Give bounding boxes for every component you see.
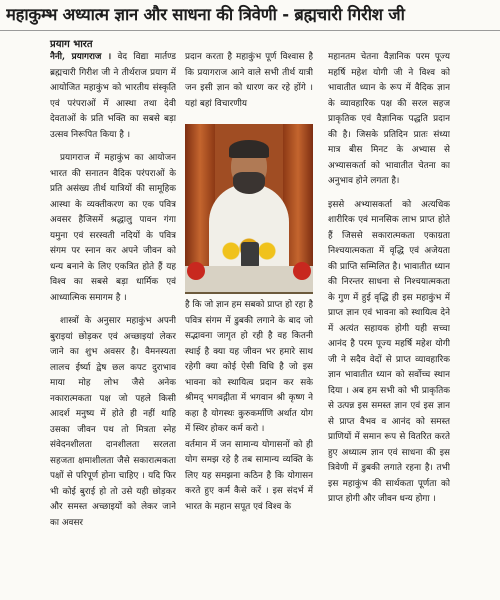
paragraph-col3-1: महानतम चेतना वैज्ञानिक परम पूज्य महर्षि महेश योगी जी ने विश्व को भावातीत ध्यान के रूप में वैदिक ज्ञान के व्यावहारिक पक्ष की सरल सहज प्राकृतिक एवं वैज्ञानिक पद्धति प्रदान की है। जिसके प्रतिदिन प्रातः संध्या मात्र बीस मिनट के अभ्यास से अभ्यासकर्ता को भावातीत चेतना का अनुभाव होने लगता है।: [328, 52, 450, 186]
flower-left: [187, 262, 205, 280]
speaker-photo: [185, 124, 313, 294]
paragraph-col3-2: इससे अभ्यासकर्ता को अत्यधिक शारीरिक एवं मानसिक लाभ प्राप्त होते हैं जिससे सकारात्मकता एकाग्रता निश्चयात्मकता में वृद्धि एवं अजेयता की प्राप्ति सम्मिलित है। भावातीत ध्यान की निरन्तर साधना से निश्चयात्मकता के गुण में हुई वृद्धि ही इस महाकुंभ में प्राप्त ज्ञान एवं भावना को स्थायित्व देने में अत्यंत सहायक होगी यही सच्चा आनंद है परम पूज्य महर्षि महेश योगी जी ने सदैव वेदों से प्राप्त व्यावहारिक ज्ञान भावातीत ध्यान को सर्वोच्च स्थान दिया । अब हम सभी को भी प्राकृतिक से उत्पन्न इस समस्त ज्ञान एवं इस ज्ञान से प्राप्त वैभव व आनंद को समस्त प्राणियों में समान रूप से वितरित करते हुए अध्यात्म ज्ञान एवं साधना की इस त्रिवेणी में डुबकी लगाते रहना है। तभी इस महाकुंभ की सार्थकता पूर्णता को प्राप्त होगी और जीवन धन्य होगा ।: [328, 199, 450, 504]
flower-right: [293, 262, 311, 280]
paragraph-col2-bottom: है कि जो ज्ञान हम सबको प्राप्त हो रहा है पवित्र संगम में डुबकी लगाने के बाद जो सद्भावना जागृत हो रही है वह कितनी स्थाई है क्या यह जीवन भर हमारे साथ रहेगी क्या कोई ऐसी विधि है जो इस भावना को स्थायित्व प्रदान कर सके श्रीमद् भगवद्गीता में भगवान श्री कृष्ण ने कहा है योगस्थः कुरुकर्माणि अर्थात योग में स्थिर होकर कर्म करो । वर्तमान में जन सामान्य योगासनों को ही योग समझ रहे है तब सामान्य व्यक्ति के लिए यह समझना कठिन है कि योगासन करते हुए कर्म कैसे करें । इस संदर्भ में भारत के महान सपूत एवं विश्व के: [185, 300, 313, 512]
headline: महाकुम्भ अध्यात्म ज्ञान और साधना की त्रिवेणी - ब्रह्मचारी गिरीश जी: [6, 5, 405, 24]
column-1: [50, 50, 176, 598]
paragraph-col2-top: प्रदान करता है महाकुंभ पूर्ण विश्वास है कि प्रयागराज आने वाले सभी तीर्थ यात्री जन इसी ज्ञान को धारण कर रहे होंगे । यहां बहां विचारणीय: [185, 52, 313, 109]
source-label: प्रयाग भारत: [50, 39, 93, 50]
headline-rule: [0, 30, 500, 31]
column-2-top: [185, 50, 313, 120]
speaker-beard: [233, 172, 265, 194]
column-2-bottom: [185, 298, 313, 598]
paragraph-3: शास्त्रों के अनुसार महाकुंभ अपनी बुराइयां छोड़कर एवं अच्छाइयां लेकर जाने का शुभ अवसर है। वैमनस्यता लालच ईर्ष्या द्वेष छल कपट दुराभाव माया मोह लोभ जैसे अनेक नकारात्मकता पक्ष जो पहले किसी आदर्श मनुष्य में होते ही नहीं थाहि उसका जीवन पथ तो मित्रता स्नेह संवेदनशीलता दानशीलता सरलता सहजता क्षमाशीलता जैसे सकारात्मकता पक्षों से परिपूर्ण होना चाहिए । यदि फिर भी कोई बुराई हो तो उसे यही छोड़कर और समस्त अच्छाइयों को लेकर जाने का अवसर: [50, 316, 176, 528]
microphone: [241, 242, 259, 268]
paragraph-2: प्रयागराज में महाकुंभ का आयोजन भारत की सनातन वैदिक परंपराओं के प्रति असंख्य तीर्थ यात्रियों की सामूहिक आस्था के व्यक्तीकरण का एक पवित्र अवसर हैजिसमें श्रद्धालु पावन गंगा यमुना एवं सरस्वती नदियों के पवित्र संगम पर स्नान कर अपने जीवन को धन्य बनाने के लिए एकत्रित होते हैं यह विश्व का सबसे बड़ा धार्मिक एवं आध्यात्मिक समागम है ।: [50, 153, 176, 303]
column-3: [328, 50, 450, 598]
dateline: नैनी, प्रयागराज ।: [50, 52, 112, 62]
paragraph-1-text: वेद विद्या मार्तण्ड ब्रह्मचारी गिरीश जी ने तीर्थराज प्रयाग में आयोजित महाकुंभ को भारतीय संस्कृति एवं परंपराओं में आस्था तथा देवी देवताओं के प्रति भक्ति का सबसे बड़ा उत्सव निरूपित किया है ।: [50, 52, 176, 140]
speaker-hair: [229, 140, 269, 158]
paragraph-1: [50, 50, 176, 143]
